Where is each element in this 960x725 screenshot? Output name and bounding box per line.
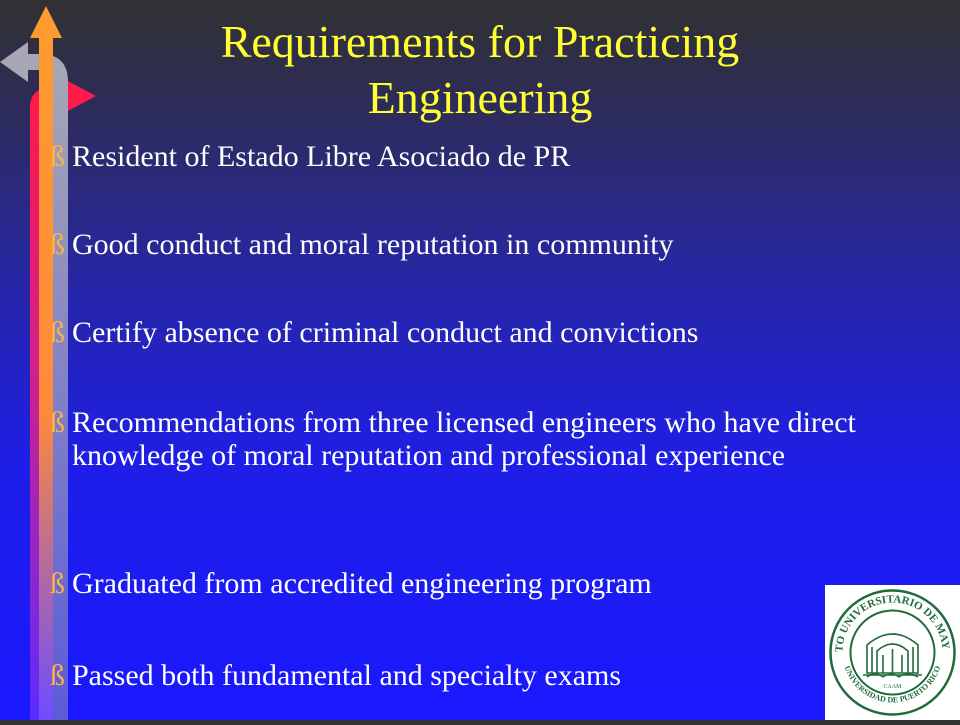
bullet-text: Passed both fundamental and specialty exams (72, 659, 622, 692)
bullet-text: Graduated from accredited engineering program (72, 567, 652, 600)
bullet-text: Recommendations from three licensed engineers who have direct knowledge of moral reputation and professional experience (72, 406, 856, 472)
bullet-arrow-icon: ß (50, 140, 65, 173)
bullet-item (50, 567, 652, 600)
svg-text:RECINTO UNIVERSITARIO DE MAYAG: TO UNIVERSITARIO DE MAY (833, 593, 952, 653)
svg-text:UNIVERSIDAD DE PUERTO RICO: UNIVERSIDAD DE PUERTO RICO (842, 664, 943, 705)
bullet-text: Certify absence of criminal conduct and convictions (72, 316, 699, 349)
bullet-text: Resident of Estado Libre Asociado de PR (72, 140, 571, 173)
seal-logo-icon (825, 585, 960, 720)
bullet-arrow-icon: ß (50, 228, 65, 261)
slide-title: Requirements for Practicing Engineering (220, 16, 740, 123)
bullet-arrow-icon: ß (50, 406, 65, 439)
bullet-item (50, 406, 902, 472)
bullet-arrow-icon: ß (50, 567, 65, 600)
bullet-item (50, 659, 621, 692)
bullet-item (50, 140, 570, 173)
bullet-arrow-icon: ß (50, 316, 65, 349)
seal-inner-text: CAAM (883, 684, 902, 690)
bullet-item (50, 228, 674, 261)
bullet-arrow-icon: ß (50, 659, 65, 692)
decorative-arrows (0, 0, 110, 720)
bullet-text: Good conduct and moral reputation in community (72, 228, 674, 261)
bullet-item (50, 316, 698, 349)
university-seal (825, 585, 960, 720)
